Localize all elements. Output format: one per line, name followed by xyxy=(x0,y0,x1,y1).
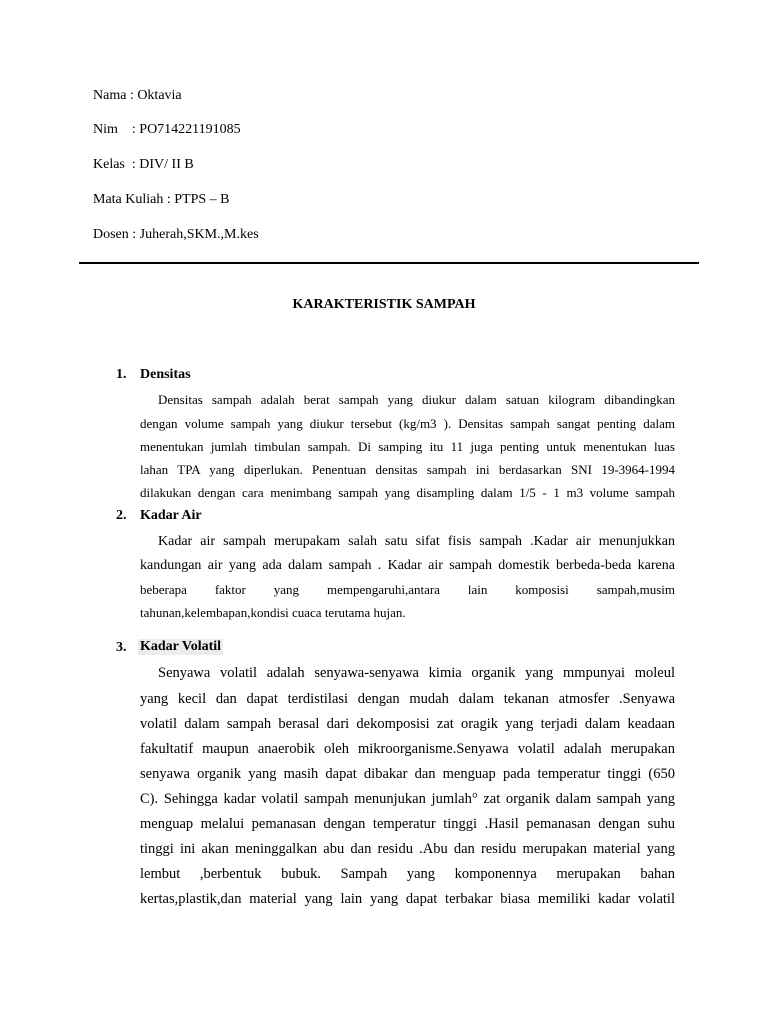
paragraph-line: Senyawa volatil adalah senyawa-senyawa kimia organik yang mmpunyai moleul xyxy=(158,665,675,681)
paragraph-line: kandungan air yang ada dalam sampah . Kadar air sampah domestik berbeda-beda karena xyxy=(140,558,675,573)
header-divider xyxy=(79,262,699,264)
paragraph-line: volatil dalam sampah berasal dari dekomposisi zat oragik yang terjadi dalam keadaan xyxy=(140,716,675,732)
section-number: 1. xyxy=(116,367,127,382)
paragraph-line: C). Sehingga kadar volatil sampah menunjukan jumlah° zat organik dalam sampah yang xyxy=(140,791,675,807)
section-title-kadar-volatil: Kadar Volatil xyxy=(140,639,222,654)
paragraph-line: dilakukan dengan cara menimbang sampah yang disampling dalam 1/5 - 1 m3 volume sampah xyxy=(140,485,675,500)
lecturer-name: Dosen : Juherah,SKM.,M.kes xyxy=(93,227,259,242)
student-nim: Nim : PO714221191085 xyxy=(93,122,241,137)
student-name: Nama : Oktavia xyxy=(93,88,182,103)
paragraph-line: yang kecil dan dapat terdistilasi dengan mudah dalam tekanan atmosfer .Senyawa xyxy=(140,691,675,707)
paragraph-line: tinggi ini akan meninggalkan abu dan residu .Abu dan residu merupakan material yang xyxy=(140,841,675,857)
student-class: Kelas : DIV/ II B xyxy=(93,157,194,172)
paragraph-line: lahan TPA yang diperlukan. Penentuan densitas sampah ini berdasarkan SNI 19-3964-1994 xyxy=(140,462,675,477)
paragraph-line: lembut ,berbentuk bubuk. Sampah yang komponennya merupakan bahan xyxy=(140,866,675,882)
section-title-densitas: Densitas xyxy=(140,367,191,382)
section-number: 2. xyxy=(116,508,127,523)
section-number: 3. xyxy=(116,640,127,655)
paragraph-line: Densitas sampah adalah berat sampah yang diukur dalam satuan kilogram dibandingkan xyxy=(158,392,675,407)
paragraph-line: senyawa organik yang masih dapat dibakar dan menguap pada temperatur tinggi (650 xyxy=(140,766,675,782)
paragraph-line: dengan volume sampah yang diukur tersebut (kg/m3 ). Densitas sampah sangat penting dalam xyxy=(140,416,675,431)
paragraph-line: menentukan jumlah timbulan sampah. Di samping itu 11 juga penting untuk menentukan luas xyxy=(140,439,675,454)
paragraph-line: beberapa faktor yang mempengaruhi,antara lain komposisi sampah,musim xyxy=(140,582,675,597)
course-name: Mata Kuliah : PTPS – B xyxy=(93,192,230,207)
document-title: KARAKTERISTIK SAMPAH xyxy=(292,297,476,312)
section-title-kadar-air: Kadar Air xyxy=(140,508,202,523)
paragraph-line: kertas,plastik,dan material yang lain yang dapat terbakar biasa memiliki kadar volatil xyxy=(140,891,675,907)
paragraph-line: Kadar air sampah merupakam salah satu sifat fisis sampah .Kadar air menunjukkan xyxy=(158,534,675,549)
paragraph-line: fakultatif maupun anaerobik oleh mikroorganisme.Senyawa volatil adalah merupakan xyxy=(140,741,675,757)
paragraph-line: menguap melalui pemanasan dengan temperatur tinggi .Hasil pemanasan dengan suhu xyxy=(140,816,675,832)
paragraph-line: tahunan,kelembapan,kondisi cuaca terutama hujan. xyxy=(140,605,406,620)
